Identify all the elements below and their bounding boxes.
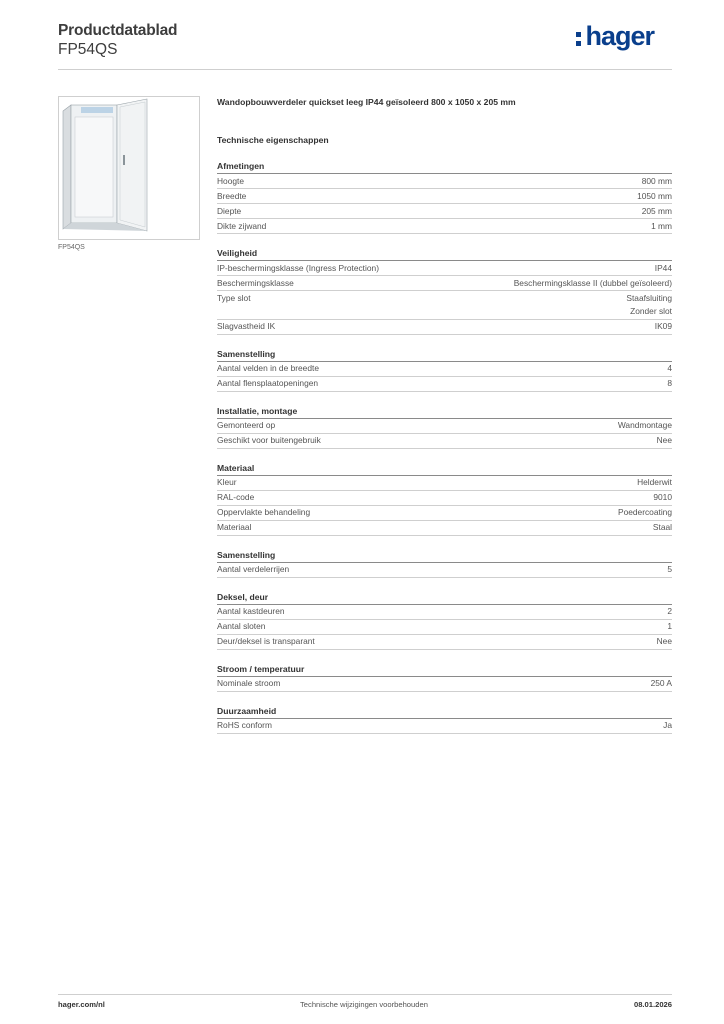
section-title: Samenstelling (217, 348, 672, 362)
section-title: Materiaal (217, 462, 672, 476)
spec-value (667, 620, 672, 634)
spec-section (217, 591, 672, 650)
spec-label: Breedte (217, 190, 247, 201)
document-title: Productdatablad (58, 22, 178, 39)
section-title: Installatie, montage (217, 405, 672, 419)
spec-value-line: 2 (667, 606, 672, 616)
spec-section (217, 549, 672, 578)
spec-value-line: Staal (652, 522, 672, 532)
spec-row (217, 291, 672, 320)
spec-value (653, 491, 672, 505)
spec-label: Aantal verdelerrijen (217, 564, 290, 574)
spec-value (637, 190, 672, 204)
page-footer (58, 994, 672, 1014)
spec-value (637, 476, 672, 490)
spec-label: Aantal flensplaatopeningen (217, 378, 319, 388)
spec-row (217, 491, 672, 506)
page-header (58, 22, 672, 70)
spec-label: Materiaal (217, 522, 252, 532)
spec-value (642, 175, 672, 189)
spec-row (217, 419, 672, 434)
section-title: Afmetingen (217, 160, 672, 174)
spec-content (217, 96, 672, 734)
logo-text: hager (585, 21, 654, 51)
spec-value-line: 1050 mm (637, 190, 672, 201)
spec-sections (217, 160, 672, 734)
spec-label: Oppervlakte behandeling (217, 507, 311, 517)
spec-section (217, 160, 672, 234)
spec-section (217, 247, 672, 335)
cabinet-illustration (59, 97, 199, 239)
spec-value-line: 205 mm (641, 205, 672, 216)
section-title: Duurzaamheid (217, 705, 672, 719)
spec-row (217, 506, 672, 521)
spec-value (655, 320, 672, 334)
spec-value (618, 506, 672, 520)
spec-value (642, 205, 672, 219)
section-title: Veiligheid (217, 247, 672, 261)
spec-label: Type slot (217, 292, 251, 303)
spec-section (217, 348, 672, 392)
spec-value-line: Beschermingsklasse II (dubbel geïsoleerd) (513, 277, 672, 288)
spec-section (217, 405, 672, 449)
spec-value-line: 5 (667, 564, 672, 574)
product-description: Wandopbouwverdeler quickset leeg IP44 geïsoleerd 800 x 1050 x 205 mm (217, 97, 516, 107)
spec-value (651, 677, 672, 691)
spec-label: Hoogte (217, 175, 245, 186)
spec-value (618, 419, 672, 433)
product-image (58, 96, 200, 240)
spec-value-line: Wandmontage (617, 420, 672, 430)
spec-row (217, 677, 672, 692)
spec-value-line: 1 (667, 621, 672, 631)
spec-row (217, 189, 672, 204)
spec-value-line: Poedercoating (617, 507, 672, 517)
spec-value-line: IP44 (654, 262, 672, 273)
spec-section (217, 705, 672, 734)
product-code: FP54QS (58, 41, 118, 58)
spec-value-line: 800 mm (641, 175, 672, 186)
spec-row (217, 377, 672, 392)
spec-row (217, 635, 672, 650)
spec-value (663, 719, 672, 733)
spec-value-line: Nee (656, 636, 672, 646)
product-image-caption: FP54QS (58, 244, 85, 251)
spec-value-line: Ja (663, 720, 672, 730)
spec-row (217, 521, 672, 536)
spec-row (217, 320, 672, 335)
section-title: Samenstelling (217, 549, 672, 563)
spec-row (217, 563, 672, 578)
spec-value (667, 563, 672, 577)
spec-value (651, 220, 672, 234)
spec-value-line: 4 (667, 363, 672, 373)
spec-row (217, 204, 672, 219)
spec-row (217, 276, 672, 291)
spec-value (653, 521, 672, 535)
spec-value-line: 9010 (653, 492, 672, 502)
spec-value (626, 292, 672, 319)
footer-website: hager.com/nl (58, 1000, 105, 1009)
spec-label: Aantal kastdeuren (217, 606, 285, 616)
spec-label: Nominale stroom (217, 678, 281, 688)
logo-mark-icon (576, 25, 583, 47)
spec-row (217, 620, 672, 635)
spec-row (217, 219, 672, 234)
technical-properties-heading: Technische eigenschappen (217, 135, 329, 145)
spec-label: Slagvastheid IK (217, 321, 276, 331)
spec-label: Diepte (217, 205, 242, 216)
spec-value (655, 262, 672, 276)
section-title: Deksel, deur (217, 591, 672, 605)
spec-value-line: Nee (656, 435, 672, 445)
spec-row (217, 261, 672, 276)
spec-label: Beschermingsklasse (217, 277, 294, 288)
spec-label: RoHS conform (217, 720, 272, 730)
spec-label: Dikte zijwand (217, 220, 267, 231)
spec-value (657, 434, 672, 448)
spec-value (657, 635, 672, 649)
spec-section (217, 663, 672, 692)
spec-value-line: IK09 (654, 321, 672, 331)
spec-value-line: 250 A (650, 678, 672, 688)
spec-value (667, 377, 672, 391)
spec-row (217, 434, 672, 449)
spec-row (217, 174, 672, 189)
spec-label: Deur/deksel is transparant (217, 636, 315, 646)
spec-label: Geschikt voor buitengebruik (217, 435, 321, 445)
spec-label: Aantal velden in de breedte (217, 363, 319, 373)
spec-value-line: 1 mm (651, 220, 672, 231)
spec-value-line: Helderwit (637, 477, 672, 487)
spec-label: Gemonteerd op (217, 420, 276, 430)
spec-row (217, 605, 672, 620)
spec-row (217, 362, 672, 377)
spec-label: IP-beschermingsklasse (Ingress Protection) (217, 262, 379, 273)
hager-logo (576, 21, 654, 51)
section-title: Stroom / temperatuur (217, 663, 672, 677)
spec-value-line: Zonder slot (630, 306, 672, 316)
footer-date: 08.01.2026 (633, 1000, 672, 1009)
footer-disclaimer: Technische wijzigingen voorbehouden (300, 1000, 428, 1009)
spec-label: Aantal sloten (217, 621, 266, 631)
spec-section (217, 462, 672, 536)
spec-value (667, 362, 672, 376)
spec-row (217, 476, 672, 491)
spec-row (217, 719, 672, 734)
spec-value-line: 8 (667, 378, 672, 388)
spec-value (667, 605, 672, 619)
spec-label: RAL-code (217, 492, 255, 502)
spec-label: Kleur (217, 477, 237, 487)
spec-value (514, 277, 672, 291)
spec-value-line: Staafsluiting (626, 292, 672, 303)
